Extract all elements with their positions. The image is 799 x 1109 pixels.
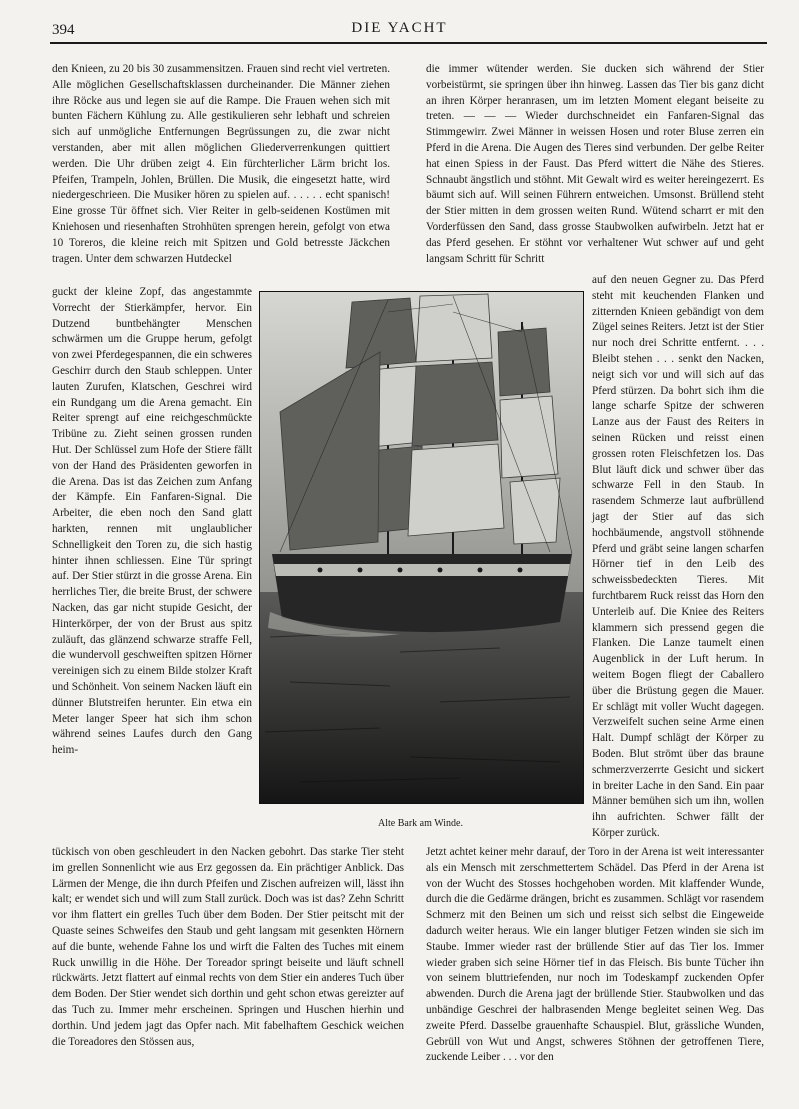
text-right-top: die immer wütender werden. Sie ducken sich während der Stier vorbeistürmt, sie springen über ihn hinweg. Lassen das Tier bis ganz dicht an ihren Körper heranrasen, um im letzten Moment elegant beiseite zu treten. — — — Wieder durchschneidet ein Fanfaren-Signal das Stimmgewirr. Zwei Männer in weissen Hosen und roter Bluse zerren ein Pferd in die Arena. Die Augen des Tieres sind verbunden. Der gelbe Reiter hat einen Spiess in der Faust. Das Pferd wittert die Nähe des Stieres. Schnaubt ängstlich und stöhnt. Mit Gewalt wird es weiter hereingezerrt. Es bäumt sich auf. Will seinen Führern entweichen. Umsonst. Brüllend steht der Stier mitten in dem grossen weiten Rund. Wütend scharrt er mit den Vorderfüssen den Sand, dass grosse Staubwolken aufwirbeln. Jetzt hat er das Pferd gesehen. Er stöhnt vor verhaltener Wut schwer auf und geht langsam Schritt für Schritt <box>426 63 764 265</box>
text-left-bottom: tückisch von oben geschleudert in den Nacken gebohrt. Das starke Tier steht im grellen Sonnenlicht wie aus Erz gegossen da. Ein prächtiger Anblick. Das Lärmen der Menge, die ihn durch Pfeifen und Zischen aufreizen will, lässt ihn kalt; er wendet sich und will zum Stall zurück. Doch was ist das? Zehn Schritt vor ihm flattert ein grelles Tuch über dem Boden. Der Stier peitscht mit der Quaste seines Schweifes den Staub und geht langsam mit gesenkten Hörnern auf die bunte, wehende Fahne los und wirft die Falten des Tuches mit einem Ruck unwillig in die Höhe. Der Toreador springt beiseite und läuft schnell rückwärts. Jetzt flattert auf einmal rechts von dem Stier ein anderes Tuch über dem Boden. Der Stier wendet sich dorthin und geht schon etwas gereizter auf das Tuch zu. Immer mehr erscheinen. Springen und Huschen hierhin und dorthin. Und jedem jagt das Opfer nach. Mit fabelhaftem Geschick weichen die Toreadores den Stössen aus, <box>52 846 404 1048</box>
page-number: 394 <box>52 22 75 38</box>
text-left-narrow: guckt der kleine Zopf, das angestammte Vorrecht der Stierkämpfer, hervor. Ein Dutzend buntbehängter Menschen schwärmen um die Gruppe herum, gefolgt von zwei Pferdegespannen, die ein schweres Geschirr durch den Staub schleppen. Unter lauten Zurufen, Klatschen, Geschrei wird ein Rundgang um die Arena gemacht. Ein Reiter sprengt auf eine reichgeschmückte Tribüne zu. Zieht seinen grossen runden Hut. Der Schlüssel zum Hofe der Stiere fällt von der Hand des Präsidenten geworfen in die Arena. Das ist das Zeichen zum Anfang der Kämpfe. Ein Fanfaren-Signal. Die Arbeiter, die eben noch den Sand glatt harkten, rennen mit unglaublicher Schnelligkeit den Toren zu, die sich hastig hinter ihnen schliessen. Eine Tür springt auf. Der Stier stürzt in die grosse Arena. Ein herrliches Tier, die breite Brust, der schwere Nacken, das gar nicht stupide Gesicht, der Hinterkörper, der von der Brust aus spitz zuläuft, das glänzend schwarze straffe Fell, die wundervoll geschweiften spitzen Hörner vereinigen sich zu einem Bilde stolzer Kraft und Schönheit. Von seinem Nacken läuft ein dünner Blutstreifen herunter. Ein etwa ein Meter langer Speer hat sich ihm schon während seines Laufes durch den Gang heim- <box>52 286 252 757</box>
header-rule <box>50 42 767 44</box>
figure-caption: Alte Bark am Winde. <box>378 818 463 829</box>
text-right-narrow: auf den neuen Gegner zu. Das Pferd steht mit keuchenden Flanken und zitternden Knieen gebändigt von dem Zügel seines Reiters. Jetzt ist der Stier nur noch drei Schritte entfernt. . . . Bleibt stehen . . . senkt den Nacken, neigt sich vor und will sich auf das Pferd stürzen. Da bohrt sich ihm die lange scharfe Spitze der schweren Lanze aus der Faust des Reiters in seinen Rücken und reisst einen grossen roten Fleischfetzen los. Das Blut läuft dick und schwer über das schwarze Fell in den Staub. In rasendem Schmerze laut aufbrüllend jagt der Stier auf das sich hochbäumende, angstvoll stöhnende Pferd und gräbt seine langen scharfen Hörner tief in den Leib des schweissbedeckten Tieres. Mit furchtbarem Ruck reisst das Horn den Unterleib auf. Die Kniee des Reiters klammern sich pressend gegen die Flanken. Die Lanze taumelt einen Augenblick in der Luft herum. In weitem Bogen fliegt der Caballero über die Brüstung gegen die Mauer. Er schlägt mit voller Wucht dagegen. Verzweifelt suchen seine Arme einen Halt. Dumpf schlägt der Körper zu Boden. Blut strömt über das braune schmerzverzerrte Gesicht und sickert in breiter Lache in den Sand. Ein paar Männer bemühen sich um ihn, wollen ihn aufrichten. Schwer fällt der Körper zurück. <box>592 274 764 839</box>
journal-title: DIE YACHT <box>351 20 448 36</box>
barque-illustration <box>260 292 583 803</box>
ship-photograph <box>259 291 584 804</box>
text-left-top: den Knieen, zu 20 bis 30 zusammensitzen. Frauen sind recht viel vertreten. Alle möglichen Gesellschaftsklassen durcheinander. Die Männer ziehen ihre Röcke aus und legen sie auf die Rampe. Die Frauen wehen sich mit bunten Fächern Kühlung zu. Alle gestikulieren sehr lebhaft und schreien sich auf unmögliche Entfernungen Begrüssungen zu, die zwar nicht verstanden, aber mit allen möglichen Gliederverrenkungen quittiert werden. Die Uhr drüben zeigt 4. Ein fürchterlicher Lärm bricht los. Pfeifen, Trampeln, Johlen, Brüllen. Die Musik, die eingesetzt hatte, wird niedergeschrieen. Die Musiker hören zu spielen auf. . . . . . echt spanisch! Eine grosse Tür öffnet sich. Vier Reiter in gelb-seidenen Kostümen mit Kniehosen und riesenhaften Strohhüten sprengen herein, gefolgt von etwa 10 Toreros, die kleine reich mit Spitzen und Gold betresste Jäckchen tragen. Unter dem schwarzen Hutdeckel <box>52 63 390 265</box>
text-right-bottom: Jetzt achtet keiner mehr darauf, der Toro in der Arena ist weit interessanter als ein Mensch mit zerschmettertem Schädel. Das Pferd in der Arena ist von der Wucht des Stosses hochgehoben worden. Mit klaffender Wunde, durch die die Gedärme drängen, bricht es zusammen. Schlägt vor rasendem Schmerz mit den Beinen um sich und reisst sich selbst die Eingeweide dadurch weiter heraus. Wie ein langer blutiger Fetzen winden sie sich im Staube. Immer wieder rast der brüllende Stier auf das Tier los. Immer wieder graben sich seine Hörner tief in das Fleisch. Bis bunte Tücher ihn von seinem bluttriefenden, nur noch im Todeskampf zuckenden Opfer abwenden. Durch die Arena jagt der brüllende Stier. Staubwolken und das unbändige Geschrei der halbrasenden Menge begleitet seinen Weg. Das zweite Pferd. Dasselbe grauenhafte Schauspiel. Blut, grässliche Wunden, Gebrüll von Wut und Angst, schweres Stöhnen der getroffenen Tiere, zuckende Leiber . . . vor den <box>426 846 764 1064</box>
